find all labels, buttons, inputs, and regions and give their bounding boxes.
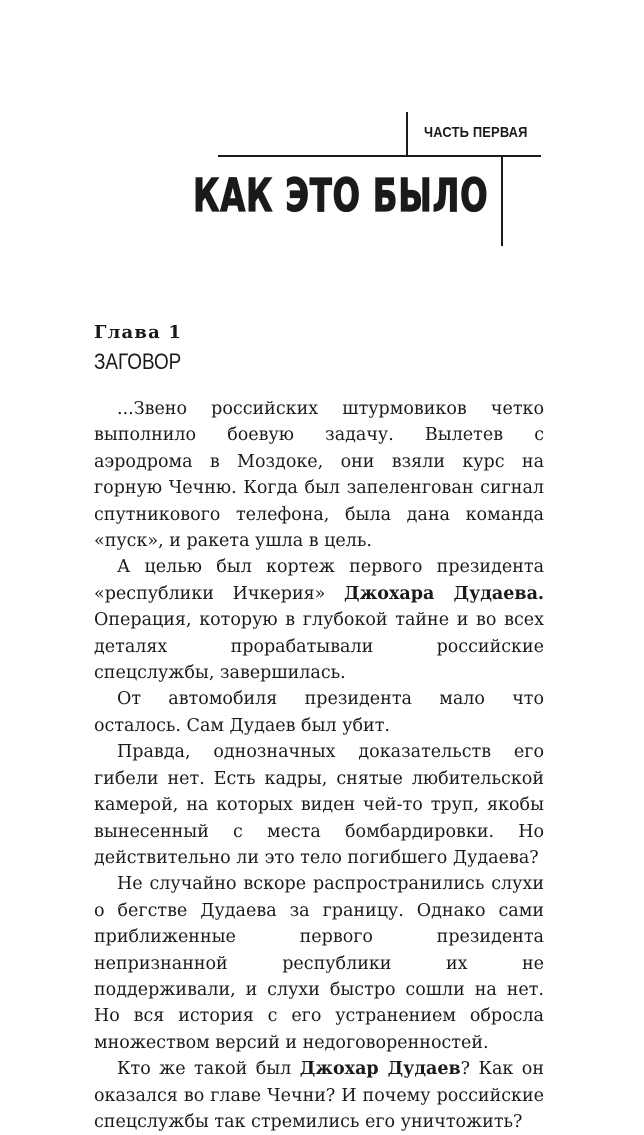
paragraph-2-bold-name: Джохара Дудаева. — [344, 583, 544, 604]
header-vertical-rule-top — [406, 112, 408, 155]
part-title: КАК ЭТО БЫЛО — [193, 169, 489, 222]
paragraph-6 — [94, 1056, 544, 1135]
paragraph-3: От автомобиля президента мало что осталось. Сам Дудаев был убит. — [94, 689, 544, 736]
paragraph-5: Не случайно вскоре распространились слухи о бегстве Дудаева за границу. Однако сами приближенные первого президента непризнанной республики их не поддерживали, и слухи быстро сошли на нет. Но вся история с его устранением обросла множеством версий и недоговоренностей. — [94, 874, 544, 1053]
header-vertical-rule-bottom — [501, 157, 503, 246]
paragraph-6-bold-name: Джохар Дудаев — [299, 1059, 461, 1080]
paragraph-1: ...Звено российских штурмовиков четко выполнило боевую задачу. Вылетев с аэродрома в Моздоке, они взяли курс на горную Чечню. Когда был запеленгован сигнал спутникового телефона, была дана команда «пуск», и ракета ушла в цель. — [94, 399, 544, 552]
header-horizontal-rule — [218, 155, 541, 157]
paragraph-6-text-b: ? Как он оказался во главе Чечни? И почему российские спецслужбы так стремились его уничтожить? — [94, 1059, 544, 1132]
paragraph-2 — [94, 554, 544, 686]
chapter-number: Глава 1 — [94, 322, 183, 343]
part-label: ЧАСТЬ ПЕРВАЯ — [424, 124, 528, 141]
paragraph-2-text-b: Операция, которую в глубокой тайне и во всех деталях прорабатывали российские спецслужбы, завершилась. — [94, 610, 544, 684]
paragraph-6-text-a: Кто же такой был — [117, 1059, 300, 1080]
chapter-title: ЗАГОВОР — [94, 349, 182, 374]
paragraph-2-text-a: А целью был кортеж первого президента «республики Ичкерия» — [94, 557, 544, 604]
body-text — [94, 396, 544, 1135]
paragraph-4: Правда, однозначных доказательств его гибели нет. Есть кадры, снятые любительской камерой, на которых виден чей-то труп, якобы вынесенный с места бомбардировки. Но действительно ли это тело погибшего Дудаева? — [94, 742, 544, 868]
